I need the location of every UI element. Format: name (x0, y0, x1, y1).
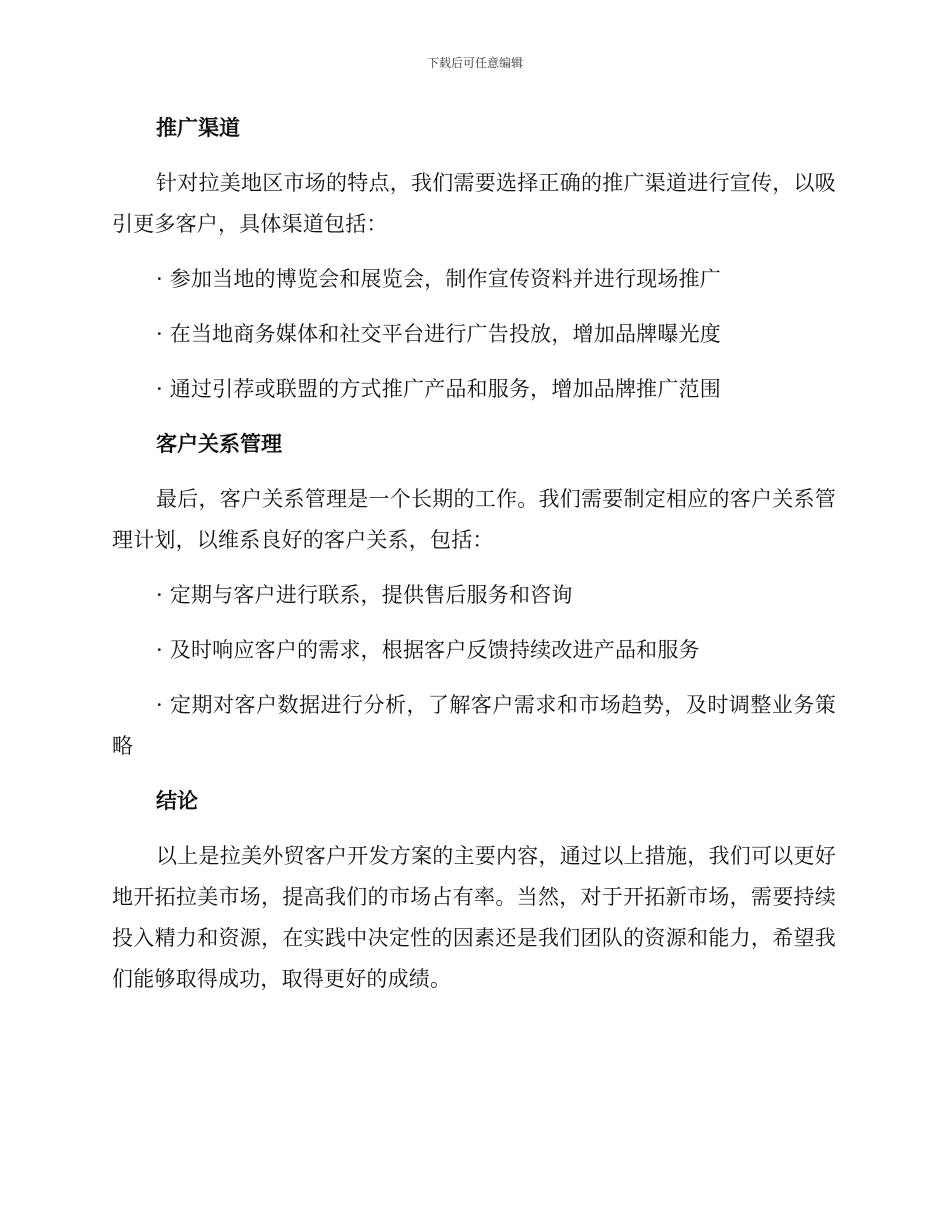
list-item: · 定期与客户进行联系，提供售后服务和咨询 (156, 583, 573, 607)
list-item: · 参加当地的博览会和展览会，制作宣传资料并进行现场推广 (156, 267, 721, 291)
list-item: · 通过引荐或联盟的方式推广产品和服务，增加品牌推广范围 (156, 377, 721, 401)
paragraph: 以上是拉美外贸客户开发方案的主要内容，通过以上措施，我们可以更好地开拓拉美市场，提高我们的市场占有率。当然，对于开拓新市场，需要持续投入精力和资源，在实践中决定性的因素还是我们团队的资源和能力，希望我们能够取得成功，取得更好的成绩。 (112, 844, 836, 991)
page-header: 下载后可任意编辑 (426, 56, 523, 70)
document-body (112, 108, 836, 1000)
section-heading-crm: 客户关系管理 (156, 432, 282, 456)
section-heading-promotion-channels: 推广渠道 (156, 116, 240, 140)
section-heading-conclusion: 结论 (156, 789, 198, 813)
paragraph: 针对拉美地区市场的特点，我们需要选择正确的推广渠道进行宣传，以吸引更多客户，具体渠道包括： (112, 171, 836, 236)
list-item: · 在当地商务媒体和社交平台进行广告投放，增加品牌曝光度 (156, 322, 721, 346)
list-item: · 定期对客户数据进行分析，了解客户需求和市场趋势，及时调整业务策略 (112, 693, 836, 758)
list-item: · 及时响应客户的需求，根据客户反馈持续改进产品和服务 (156, 638, 700, 662)
paragraph: 最后，客户关系管理是一个长期的工作。我们需要制定相应的客户关系管理计划，以维系良好的客户关系，包括： (112, 487, 836, 552)
